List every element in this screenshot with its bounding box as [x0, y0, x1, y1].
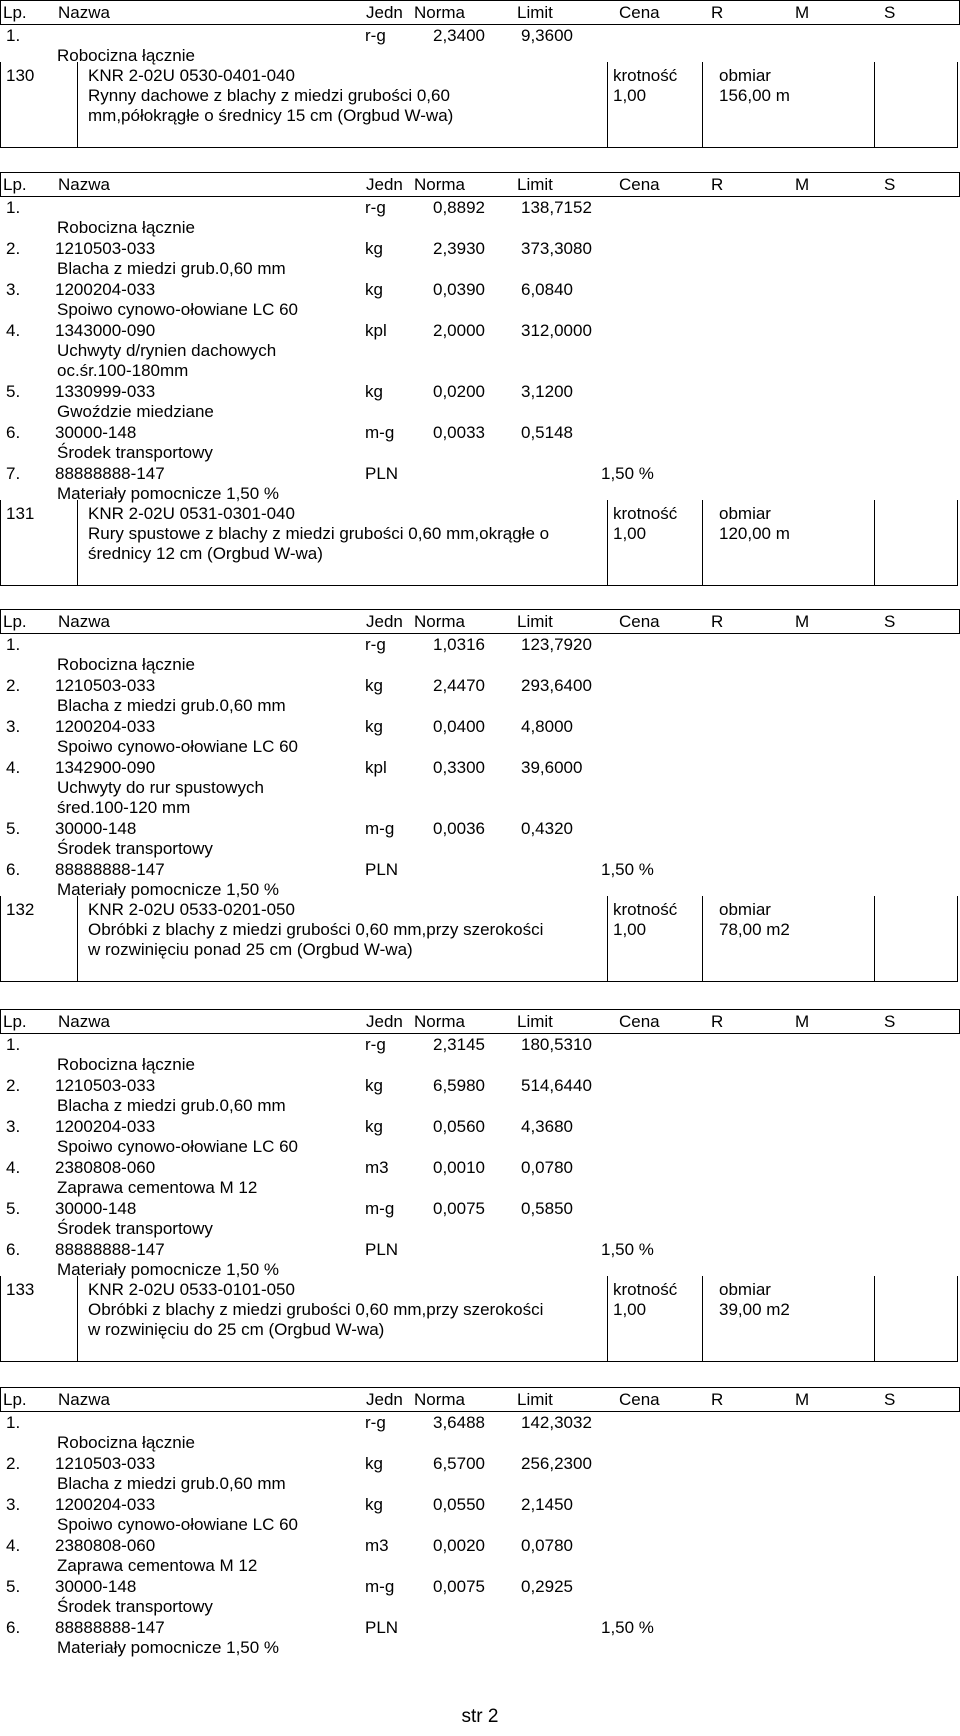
row-code: 88888888-147 — [55, 1618, 165, 1637]
row-jedn: PLN — [365, 860, 399, 879]
header-m: M — [795, 175, 810, 194]
row-norma: 0,0036 — [433, 819, 485, 838]
row-jedn: PLN — [365, 1240, 399, 1259]
header-limit: Limit — [517, 612, 553, 631]
row-norma: 2,4470 — [433, 676, 485, 695]
position-knr-code: KNR 2-02U 0533-0101-050 — [88, 1280, 295, 1299]
row-limit: 514,6440 — [521, 1076, 592, 1095]
row-name: Środek transportowy — [57, 1219, 213, 1238]
header-jedn: Jedn — [366, 1390, 403, 1409]
row-jedn: m-g — [365, 1199, 395, 1218]
row-code: 1342900-090 — [55, 758, 156, 777]
row-lp: 5. — [6, 819, 21, 838]
row-limit: 39,6000 — [521, 758, 583, 777]
row-jedn: r-g — [365, 198, 386, 217]
row-lp: 4. — [6, 1536, 21, 1555]
header-m: M — [795, 3, 810, 22]
row-code: 1200204-033 — [55, 1495, 156, 1514]
row-jedn: kg — [365, 1117, 383, 1136]
row-code: 1210503-033 — [55, 239, 156, 258]
position-lp: 131 — [6, 504, 35, 523]
row-name: Materiały pomocnicze 1,50 % — [57, 880, 280, 899]
row-jedn: r-g — [365, 1035, 386, 1054]
position-lp: 130 — [6, 66, 35, 85]
row-jedn: m-g — [365, 819, 395, 838]
position-lp: 132 — [6, 900, 35, 919]
column-divider — [957, 896, 958, 981]
row-norma: 0,0020 — [433, 1536, 485, 1555]
row-name: Robocizna łącznie — [57, 1055, 195, 1074]
quantity-label: obmiar — [719, 504, 771, 523]
row-lp: 2. — [6, 676, 21, 695]
position-description: średnicy 12 cm (Orgbud W-wa) — [88, 544, 323, 563]
row-lp: 1. — [6, 1413, 21, 1432]
column-divider — [607, 500, 608, 585]
row-jedn: r-g — [365, 635, 386, 654]
table-header — [0, 172, 960, 197]
header-limit: Limit — [517, 175, 553, 194]
header-lp: Lp. — [3, 175, 27, 194]
row-name-continued: śred.100-120 mm — [57, 798, 191, 817]
row-norma: 6,5980 — [433, 1076, 485, 1095]
header-lp: Lp. — [3, 612, 27, 631]
header-m: M — [795, 612, 810, 631]
row-limit: 373,3080 — [521, 239, 592, 258]
row-norma: 1,0316 — [433, 635, 485, 654]
position-block — [0, 896, 958, 981]
row-norma: 0,0075 — [433, 1577, 485, 1596]
row-limit: 0,0780 — [521, 1536, 573, 1555]
table-header — [0, 1387, 960, 1412]
quantity-value: 78,00 m2 — [719, 920, 790, 939]
row-name-continued: oc.śr.100-180mm — [57, 361, 189, 380]
column-divider — [0, 500, 1, 585]
header-lp: Lp. — [3, 3, 27, 22]
quantity-label: obmiar — [719, 900, 771, 919]
row-lp: 5. — [6, 382, 21, 401]
multiplier-value: 1,00 — [613, 1300, 647, 1319]
row-lp: 6. — [6, 1240, 21, 1259]
column-divider — [874, 500, 875, 585]
column-divider — [957, 1276, 958, 1361]
row-lp: 6. — [6, 860, 21, 879]
row-limit: 123,7920 — [521, 635, 592, 654]
row-name: Blacha z miedzi grub.0,60 mm — [57, 1474, 286, 1493]
row-limit: 256,2300 — [521, 1454, 592, 1473]
header-s: S — [884, 175, 896, 194]
column-divider — [874, 62, 875, 147]
row-norma: 0,0550 — [433, 1495, 485, 1514]
header-cena: Cena — [619, 612, 660, 631]
row-norma: 0,0400 — [433, 717, 485, 736]
column-divider — [77, 1276, 78, 1361]
row-jedn: kg — [365, 1454, 383, 1473]
row-name: Spoiwo cynowo-ołowiane LC 60 — [57, 1137, 298, 1156]
position-knr-code: KNR 2-02U 0533-0201-050 — [88, 900, 295, 919]
row-jedn: PLN — [365, 464, 399, 483]
row-limit: 0,2925 — [521, 1577, 573, 1596]
row-name: Robocizna łącznie — [57, 655, 195, 674]
header-s: S — [884, 1390, 896, 1409]
row-code: 88888888-147 — [55, 860, 165, 879]
row-code: 1200204-033 — [55, 1117, 156, 1136]
row-lp: 4. — [6, 321, 21, 340]
row-percent: 1,50 % — [601, 1618, 654, 1637]
row-code: 1210503-033 — [55, 1454, 156, 1473]
multiplier-value: 1,00 — [613, 524, 647, 543]
row-norma: 0,0010 — [433, 1158, 485, 1177]
header-jedn: Jedn — [366, 3, 403, 22]
column-divider — [607, 1276, 608, 1361]
position-block — [0, 1276, 958, 1361]
column-divider — [702, 1276, 703, 1361]
row-limit: 9,3600 — [521, 26, 573, 45]
row-norma: 0,0560 — [433, 1117, 485, 1136]
header-limit: Limit — [517, 1012, 553, 1031]
column-divider — [702, 896, 703, 981]
row-name: Robocizna łącznie — [57, 1433, 195, 1452]
page-number: str 2 — [461, 1706, 499, 1727]
row-jedn: r-g — [365, 26, 386, 45]
row-norma: 0,0390 — [433, 280, 485, 299]
header-lp: Lp. — [3, 1012, 27, 1031]
row-lp: 3. — [6, 1117, 21, 1136]
row-jedn: m-g — [365, 1577, 395, 1596]
row-norma: 2,3400 — [433, 26, 485, 45]
header-jedn: Jedn — [366, 175, 403, 194]
table-header — [0, 1009, 960, 1034]
multiplier-label: krotność — [613, 504, 678, 523]
row-code: 1210503-033 — [55, 676, 156, 695]
row-percent: 1,50 % — [601, 1240, 654, 1259]
position-description: w rozwinięciu do 25 cm (Orgbud W-wa) — [88, 1320, 385, 1339]
header-cena: Cena — [619, 175, 660, 194]
row-lp: 1. — [6, 26, 21, 45]
table-header — [0, 0, 960, 25]
quantity-label: obmiar — [719, 1280, 771, 1299]
row-lp: 3. — [6, 1495, 21, 1514]
header-s: S — [884, 3, 896, 22]
header-norma: Norma — [414, 175, 466, 194]
multiplier-label: krotność — [613, 900, 678, 919]
row-code: 2380808-060 — [55, 1536, 156, 1555]
row-lp: 1. — [6, 635, 21, 654]
row-lp: 5. — [6, 1577, 21, 1596]
row-code: 1210503-033 — [55, 1076, 156, 1095]
row-name: Środek transportowy — [57, 839, 213, 858]
row-jedn: PLN — [365, 1618, 399, 1637]
header-limit: Limit — [517, 3, 553, 22]
row-limit: 0,5148 — [521, 423, 573, 442]
row-lp: 5. — [6, 1199, 21, 1218]
row-name: Robocizna łącznie — [57, 46, 195, 65]
header-jedn: Jedn — [366, 612, 403, 631]
row-name: Spoiwo cynowo-ołowiane LC 60 — [57, 737, 298, 756]
row-lp: 3. — [6, 717, 21, 736]
position-block — [0, 62, 958, 147]
row-norma: 2,3930 — [433, 239, 485, 258]
row-lp: 1. — [6, 198, 21, 217]
header-nazwa: Nazwa — [58, 175, 110, 194]
row-name: Blacha z miedzi grub.0,60 mm — [57, 696, 286, 715]
multiplier-value: 1,00 — [613, 920, 647, 939]
row-code: 2380808-060 — [55, 1158, 156, 1177]
row-norma: 0,0075 — [433, 1199, 485, 1218]
header-r: R — [711, 612, 724, 631]
header-cena: Cena — [619, 1390, 660, 1409]
row-jedn: m-g — [365, 423, 395, 442]
row-name: Gwoździe miedziane — [57, 402, 214, 421]
row-norma: 0,8892 — [433, 198, 485, 217]
row-code: 1330999-033 — [55, 382, 156, 401]
position-block — [0, 500, 958, 585]
row-jedn: kg — [365, 676, 383, 695]
header-lp: Lp. — [3, 1390, 27, 1409]
row-jedn: kpl — [365, 758, 387, 777]
row-lp: 2. — [6, 239, 21, 258]
column-divider — [77, 62, 78, 147]
row-limit: 4,3680 — [521, 1117, 573, 1136]
row-name: Materiały pomocnicze 1,50 % — [57, 1260, 280, 1279]
row-jedn: kg — [365, 1076, 383, 1095]
row-limit: 0,5850 — [521, 1199, 573, 1218]
row-lp: 1. — [6, 1035, 21, 1054]
table-header — [0, 609, 960, 634]
header-nazwa: Nazwa — [58, 612, 110, 631]
row-lp: 4. — [6, 1158, 21, 1177]
row-norma: 6,5700 — [433, 1454, 485, 1473]
multiplier-label: krotność — [613, 66, 678, 85]
row-code: 88888888-147 — [55, 464, 165, 483]
row-code: 1200204-033 — [55, 280, 156, 299]
header-limit: Limit — [517, 1390, 553, 1409]
row-limit: 312,0000 — [521, 321, 592, 340]
row-code: 30000-148 — [55, 1199, 137, 1218]
column-divider — [77, 500, 78, 585]
column-divider — [77, 896, 78, 981]
column-divider — [607, 896, 608, 981]
header-r: R — [711, 1390, 724, 1409]
row-lp: 4. — [6, 758, 21, 777]
header-nazwa: Nazwa — [58, 1390, 110, 1409]
row-name: Środek transportowy — [57, 1597, 213, 1616]
position-description: Obróbki z blachy z miedzi grubości 0,60 mm,przy szerokości — [88, 1300, 544, 1319]
row-name: Zaprawa cementowa M 12 — [57, 1178, 258, 1197]
row-name: Spoiwo cynowo-ołowiane LC 60 — [57, 300, 298, 319]
quantity-label: obmiar — [719, 66, 771, 85]
row-jedn: kg — [365, 280, 383, 299]
row-lp: 6. — [6, 423, 21, 442]
position-knr-code: KNR 2-02U 0530-0401-040 — [88, 66, 295, 85]
header-r: R — [711, 1012, 724, 1031]
row-percent: 1,50 % — [601, 464, 654, 483]
row-name: Uchwyty do rur spustowych — [57, 778, 264, 797]
row-code: 1200204-033 — [55, 717, 156, 736]
row-jedn: kg — [365, 239, 383, 258]
header-nazwa: Nazwa — [58, 3, 110, 22]
row-jedn: r-g — [365, 1413, 386, 1432]
row-code: 30000-148 — [55, 423, 137, 442]
row-name: Środek transportowy — [57, 443, 213, 462]
header-cena: Cena — [619, 3, 660, 22]
row-norma: 2,0000 — [433, 321, 485, 340]
column-divider — [702, 62, 703, 147]
position-lp: 133 — [6, 1280, 35, 1299]
row-norma: 0,0200 — [433, 382, 485, 401]
row-limit: 142,3032 — [521, 1413, 592, 1432]
header-cena: Cena — [619, 1012, 660, 1031]
position-description: Rury spustowe z blachy z miedzi grubości 0,60 mm,okrągłe o — [88, 524, 550, 543]
column-divider — [0, 1276, 1, 1361]
position-description: w rozwinięciu ponad 25 cm (Orgbud W-wa) — [88, 940, 413, 959]
column-divider — [957, 500, 958, 585]
position-knr-code: KNR 2-02U 0531-0301-040 — [88, 504, 295, 523]
header-m: M — [795, 1012, 810, 1031]
position-description: Obróbki z blachy z miedzi grubości 0,60 mm,przy szerokości — [88, 920, 544, 939]
row-norma: 0,3300 — [433, 758, 485, 777]
row-lp: 2. — [6, 1076, 21, 1095]
column-divider — [702, 500, 703, 585]
row-limit: 180,5310 — [521, 1035, 592, 1054]
row-limit: 2,1450 — [521, 1495, 573, 1514]
row-percent: 1,50 % — [601, 860, 654, 879]
position-description: mm,półokrągłe o średnicy 15 cm (Orgbud W-wa) — [88, 106, 454, 125]
quantity-value: 120,00 m — [719, 524, 790, 543]
header-m: M — [795, 1390, 810, 1409]
row-code: 88888888-147 — [55, 1240, 165, 1259]
row-limit: 6,0840 — [521, 280, 573, 299]
row-name: Spoiwo cynowo-ołowiane LC 60 — [57, 1515, 298, 1534]
row-limit: 138,7152 — [521, 198, 592, 217]
column-divider — [0, 62, 1, 147]
row-limit: 4,8000 — [521, 717, 573, 736]
row-norma: 2,3145 — [433, 1035, 485, 1054]
row-name: Blacha z miedzi grub.0,60 mm — [57, 1096, 286, 1115]
position-description: Rynny dachowe z blachy z miedzi grubości 0,60 — [88, 86, 450, 105]
row-lp: 7. — [6, 464, 21, 483]
row-limit: 293,6400 — [521, 676, 592, 695]
row-name: Materiały pomocnicze 1,50 % — [57, 484, 280, 503]
header-r: R — [711, 3, 724, 22]
header-s: S — [884, 1012, 896, 1031]
header-s: S — [884, 612, 896, 631]
row-norma: 0,0033 — [433, 423, 485, 442]
row-limit: 0,4320 — [521, 819, 573, 838]
header-nazwa: Nazwa — [58, 1012, 110, 1031]
row-code: 30000-148 — [55, 819, 137, 838]
row-limit: 3,1200 — [521, 382, 573, 401]
row-name: Robocizna łącznie — [57, 218, 195, 237]
multiplier-value: 1,00 — [613, 86, 647, 105]
column-divider — [874, 896, 875, 981]
row-lp: 3. — [6, 280, 21, 299]
row-jedn: m3 — [365, 1536, 389, 1555]
row-jedn: kpl — [365, 321, 387, 340]
column-divider — [0, 896, 1, 981]
header-norma: Norma — [414, 1390, 466, 1409]
row-jedn: kg — [365, 382, 383, 401]
row-name: Uchwyty d/rynien dachowych — [57, 341, 277, 360]
row-name: Blacha z miedzi grub.0,60 mm — [57, 259, 286, 278]
column-divider — [874, 1276, 875, 1361]
row-limit: 0,0780 — [521, 1158, 573, 1177]
row-norma: 3,6488 — [433, 1413, 485, 1432]
row-jedn: kg — [365, 1495, 383, 1514]
quantity-value: 39,00 m2 — [719, 1300, 790, 1319]
row-jedn: kg — [365, 717, 383, 736]
column-divider — [607, 62, 608, 147]
header-jedn: Jedn — [366, 1012, 403, 1031]
header-norma: Norma — [414, 612, 466, 631]
row-code: 1343000-090 — [55, 321, 156, 340]
header-norma: Norma — [414, 3, 466, 22]
row-jedn: m3 — [365, 1158, 389, 1177]
multiplier-label: krotność — [613, 1280, 678, 1299]
row-lp: 6. — [6, 1618, 21, 1637]
row-code: 30000-148 — [55, 1577, 137, 1596]
quantity-value: 156,00 m — [719, 86, 790, 105]
row-name: Zaprawa cementowa M 12 — [57, 1556, 258, 1575]
row-lp: 2. — [6, 1454, 21, 1473]
header-norma: Norma — [414, 1012, 466, 1031]
header-r: R — [711, 175, 724, 194]
column-divider — [957, 62, 958, 147]
row-name: Materiały pomocnicze 1,50 % — [57, 1638, 280, 1657]
